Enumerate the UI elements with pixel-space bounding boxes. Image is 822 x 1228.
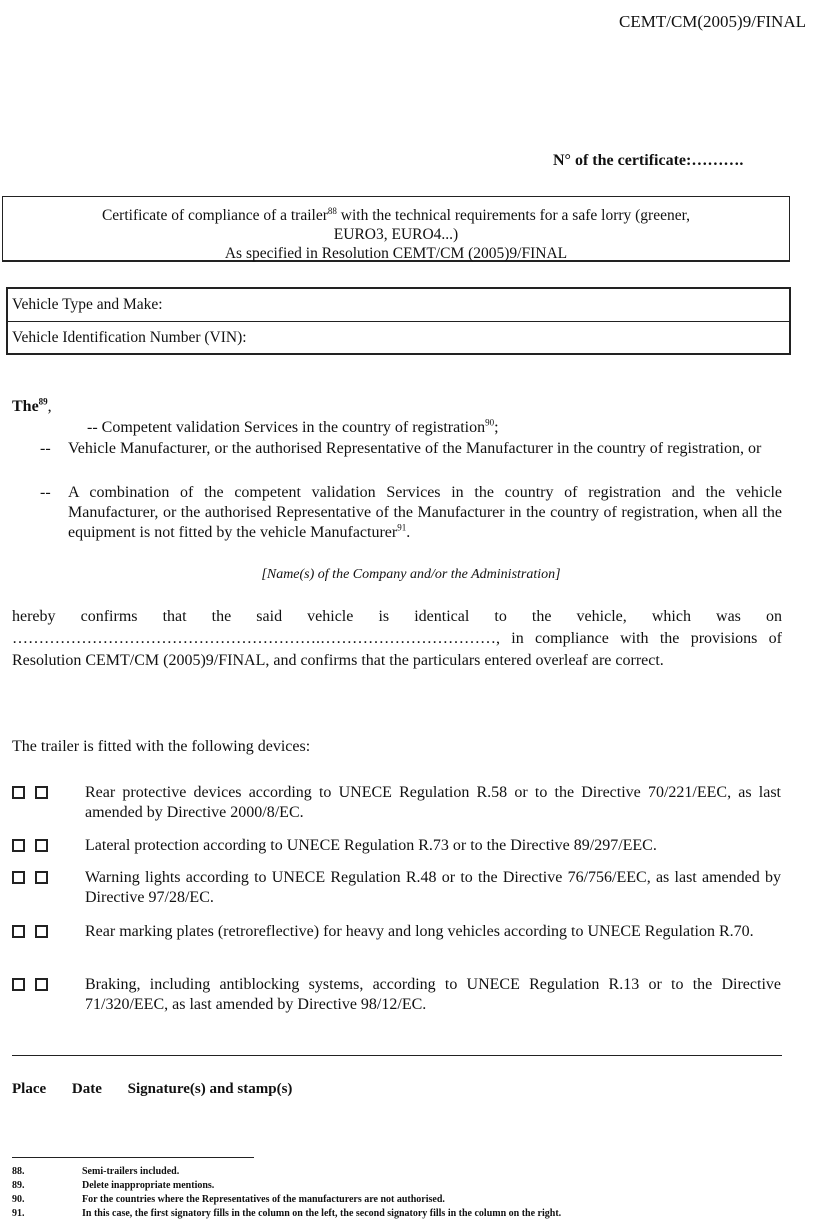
title-line-2: EURO3, EURO4...) [333, 226, 459, 244]
device-text: Lateral protection according to UNECE Regulation R.73 or to the Directive 89/297/EEC. [85, 837, 657, 854]
device-text: Braking, including antiblocking systems, according to UNECE Regulation R.13 or to the Directive 71/320/EEC, as last amended by Directive 98/12/EC. [85, 976, 781, 1013]
checkbox-right[interactable] [35, 786, 48, 799]
certificate-title-box [2, 196, 790, 262]
title-line-3: As specified in Resolution CEMT/CM (2005)9/FINAL [224, 245, 568, 263]
option-3-dash: -- [40, 484, 51, 501]
vehicle-info-table [6, 287, 791, 355]
footnote-ref-88: 88 [327, 206, 337, 216]
checkbox-right[interactable] [35, 978, 48, 991]
checkbox-left[interactable] [12, 925, 25, 938]
date-label: Date [71, 1081, 102, 1097]
footnote-ref-91: 91 [397, 522, 407, 533]
checkbox-left[interactable] [12, 978, 25, 991]
issuer-intro: The$^{89}$, [12, 396, 52, 415]
title-line-1: Certificate of compliance of a trailer$^{88}$ with the technical requirements for a safe lorry (greener, [101, 206, 691, 225]
footnote-ref-89: 89 [38, 396, 48, 407]
option-2-dash: -- [40, 440, 51, 457]
checkbox-right[interactable] [35, 925, 48, 938]
vehicle-type-make-field[interactable]: Vehicle Type and Make: [12, 296, 163, 313]
vin-field[interactable]: Vehicle Identification Number (VIN): [8, 321, 789, 354]
signature-row [12, 1081, 314, 1098]
signature-divider [12, 1055, 782, 1056]
device-text: Rear marking plates (retroreflective) for heavy and long vehicles according to UNECE Regulation R.70. [85, 923, 754, 940]
device-text: Warning lights according to UNECE Regulation R.48 or to the Directive 76/756/EEC, as last amended by Directive 97/28/EC. [85, 869, 781, 906]
checkbox-left[interactable] [12, 786, 25, 799]
document-code: CEMT/CM(2005)9/FINAL [619, 12, 806, 31]
confirmation-line-3: Resolution CEMT/CM (2005)9/FINAL, and confirms that the particulars entered overleaf are correct. [12, 652, 664, 669]
footnote-divider [12, 1157, 254, 1158]
issuer-option-3: A combination of the competent validation Services in the country of registration and the vehicle Manufacturer, or the authorised Representative of the Manufacturer in the country of registration, when all the equipment is not fitted by the vehicle Manufacturer$^{91}$. [68, 484, 782, 541]
company-placeholder: [Name(s) of the Company and/or the Administration] [261, 567, 561, 582]
place-label: Place [12, 1081, 47, 1097]
footnote: 91. In this case, the first signatory fills in the column on the left, the second signatory fills in the column on the right. [12, 1208, 562, 1219]
signature-label: Signature(s) and stamp(s) [127, 1081, 293, 1097]
confirmation-line-2: ………………………………………………….……………………………, in compliance with the provisions of [12, 630, 782, 647]
issuer-option-1: -- Competent validation Services in the country of registration$^{90}$; [87, 417, 499, 436]
footnote: 90. For the countries where the Representatives of the manufacturers are not authorised. [12, 1194, 445, 1205]
devices-intro: The trailer is fitted with the following devices: [12, 738, 311, 755]
footnote-ref-90: 90 [485, 417, 495, 428]
device-text: Rear protective devices according to UNECE Regulation R.58 or to the Directive 70/221/EEC, as last amended by Directive 2000/8/EC. [85, 784, 781, 821]
issuer-option-2: Vehicle Manufacturer, or the authorised Representative of the Manufacturer in the country of registration, or [68, 440, 762, 457]
checkbox-right[interactable] [35, 871, 48, 884]
checkbox-right[interactable] [35, 839, 48, 852]
checkbox-left[interactable] [12, 871, 25, 884]
checkbox-left[interactable] [12, 839, 25, 852]
footnote: 89. Delete inappropriate mentions. [12, 1180, 215, 1191]
footnote: 88. Semi-trailers included. [12, 1166, 180, 1177]
certificate-number: N° of the certificate:………. [553, 152, 744, 169]
confirmation-line-1: hereby confirms that the said vehicle is identical to the vehicle, which was on [12, 608, 782, 625]
